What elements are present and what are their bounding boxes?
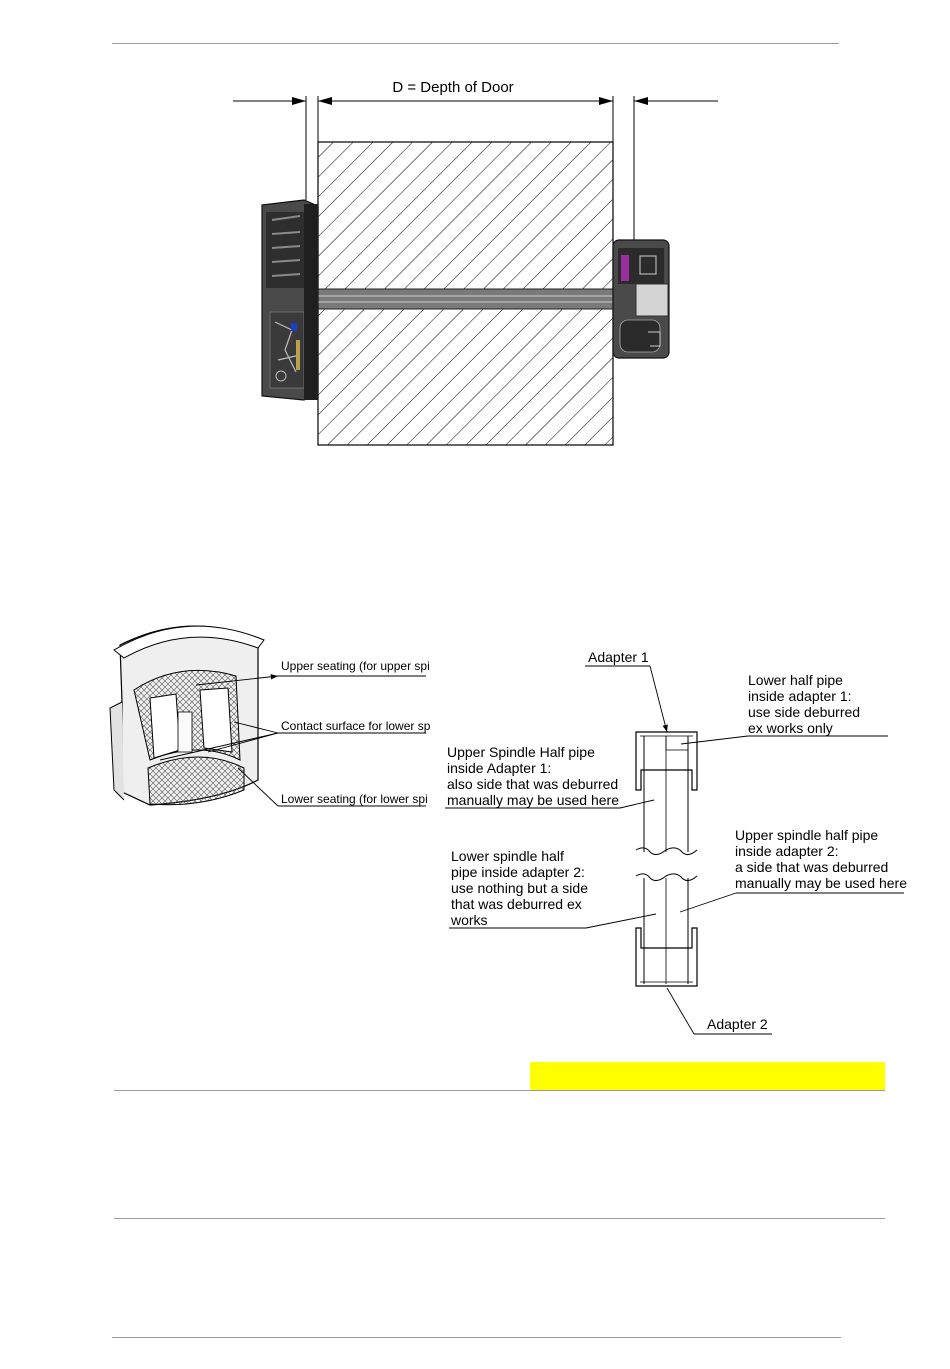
svg-text:ex works only: ex works only xyxy=(748,720,833,736)
spindle-adapter-figure xyxy=(445,649,907,1034)
svg-text:pipe inside adapter 2:: pipe inside adapter 2: xyxy=(451,864,585,880)
dimension-label: D = Depth of Door xyxy=(392,79,514,96)
adapter-2-label: Adapter 2 xyxy=(707,1016,768,1032)
callout-lower-seating: Lower seating (for lower spi xyxy=(281,792,428,806)
svg-text:that was deburred ex: that was deburred ex xyxy=(451,896,582,912)
callout-upper-seating: Upper seating (for upper spi xyxy=(281,659,430,673)
adapter-cutaway-figure xyxy=(110,626,431,806)
svg-text:inside adapter 2:: inside adapter 2: xyxy=(735,843,839,859)
svg-text:Upper Spindle Half pipe: Upper Spindle Half pipe xyxy=(447,744,595,760)
svg-text:also side that was deburred: also side that was deburred xyxy=(447,776,619,792)
note-lower-half-pipe-adapter1 xyxy=(748,672,860,736)
svg-text:manually may be used here: manually may be used here xyxy=(735,875,907,891)
svg-text:a side that was deburred: a side that was deburred xyxy=(735,859,889,875)
door-section-figure xyxy=(233,79,718,445)
svg-text:inside Adapter 1:: inside Adapter 1: xyxy=(447,760,552,776)
svg-text:Lower spindle half: Lower spindle half xyxy=(451,848,564,864)
note-upper-spindle-adapter1 xyxy=(447,744,619,808)
svg-text:manually may be used here: manually may be used here xyxy=(447,792,619,808)
svg-text:use nothing but a side: use nothing but a side xyxy=(451,880,588,896)
outer-lock-body xyxy=(262,200,318,400)
svg-text:inside adapter 1:: inside adapter 1: xyxy=(748,688,852,704)
note-upper-spindle-adapter2 xyxy=(735,827,907,891)
svg-text:works: works xyxy=(451,912,488,928)
svg-text:Lower half pipe: Lower half pipe xyxy=(748,672,843,688)
svg-text:use side deburred: use side deburred xyxy=(748,704,861,720)
svg-text:Upper spindle half pipe: Upper spindle half pipe xyxy=(735,827,879,843)
callout-contact-surface: Contact surface for lower sp xyxy=(281,719,431,733)
adapter-1-label: Adapter 1 xyxy=(588,649,649,665)
note-lower-spindle-adapter2 xyxy=(450,848,588,928)
inner-handle-body xyxy=(613,240,669,358)
spindle xyxy=(300,289,645,309)
